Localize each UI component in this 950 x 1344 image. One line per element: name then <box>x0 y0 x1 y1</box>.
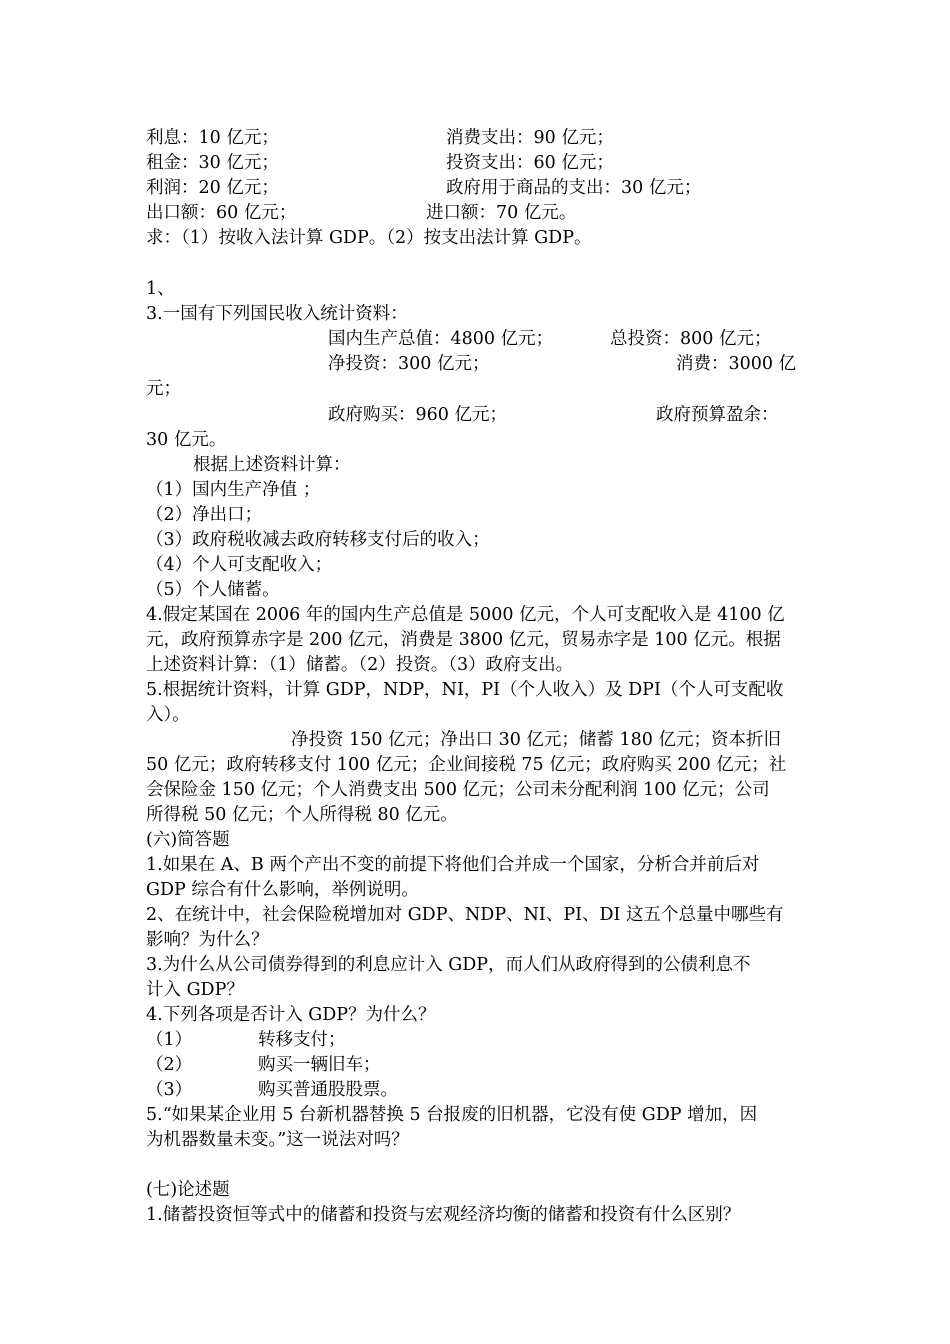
short-q3-line-2: 计入 GDP？ <box>146 980 244 1000</box>
sub-question-3: （3）政府税收减去政府转移支付后的收入； <box>146 530 490 550</box>
short-q3-line-1: 3.为什么从公司债券得到的利息应计入 GDP，而人们从政府得到的公债利息不 <box>146 955 751 975</box>
question-5-data-4: 所得税 50 亿元；个人所得税 80 亿元。 <box>146 805 458 825</box>
short-q4-item-3-num: （3） <box>146 1080 193 1100</box>
stat-budget-surplus-cont: 30 亿元。 <box>146 430 227 450</box>
short-q2-line-1: 2、在统计中，社会保险税增加对 GDP、NDP、NI、PI、DI 这五个总量中哪些有 <box>146 905 784 925</box>
imports: 进口额：70 亿元。 <box>426 203 577 223</box>
question-5-line-1: 5.根据统计资料，计算 GDP，NDP，NI，PI（个人收入）及 DPI（个人可支配收 <box>146 680 784 700</box>
calc-instruction: 根据上述资料计算： <box>193 455 351 475</box>
short-q4-item-2-text: 购买一辆旧车； <box>258 1055 381 1075</box>
section-essay: (七)论述题 <box>146 1180 230 1200</box>
short-q5-line-1: 5.“如果某企业用 5 台新机器替换 5 台报废的旧机器，它没有使 GDP 增加，因 <box>146 1105 758 1125</box>
question-4-line-2: 元，政府预算赤字是 200 亿元，消费是 3800 亿元，贸易赤字是 100 亿元。根据 <box>146 630 781 650</box>
short-q5-line-2: 为机器数量未变。”这一说法对吗？ <box>146 1130 409 1150</box>
question-5-data-1: 净投资 150 亿元；净出口 30 亿元；储蓄 180 亿元；资本折旧 <box>291 730 781 750</box>
exports: 出口额：60 亿元； <box>146 203 297 223</box>
short-q1-line-2: GDP 综合有什么影响，举例说明。 <box>146 880 419 900</box>
question-4-line-3: 上述资料计算：（1）储蓄。（2）投资。（3）政府支出。 <box>146 655 574 675</box>
question-5-line-2: 入）。 <box>146 705 190 725</box>
stat-government-purchases: 政府购买：960 亿元； <box>328 405 507 425</box>
short-q4-item-1-num: （1） <box>146 1030 193 1050</box>
expenditure-government: 政府用于商品的支出：30 亿元； <box>446 178 702 198</box>
stat-consumption-cont: 元； <box>146 379 181 399</box>
short-q2-line-2: 影响？为什么？ <box>146 930 269 950</box>
question-5-data-2: 50 亿元；政府转移支付 100 亿元；企业间接税 75 亿元；政府购买 200 亿元；社 <box>146 755 787 775</box>
short-q4-item-1-text: 转移支付； <box>258 1030 346 1050</box>
short-q4-title: 4.下列各项是否计入 GDP？为什么？ <box>146 1005 436 1025</box>
stat-consumption: 消费：3000 亿 <box>676 354 797 374</box>
income-rent: 租金：30 亿元； <box>146 153 279 173</box>
stat-budget-surplus: 政府预算盈余： <box>656 405 779 425</box>
sub-question-2: （2）净出口； <box>146 505 263 525</box>
income-profit: 利润：20 亿元； <box>146 178 279 198</box>
short-q1-line-1: 1.如果在 A、B 两个产出不变的前提下将他们合并成一个国家，分析合并前后对 <box>146 855 760 875</box>
short-q4-item-3-text: 购买普通股股票。 <box>258 1080 398 1100</box>
expenditure-investment: 投资支出：60 亿元； <box>446 153 614 173</box>
sub-question-1: （1）国内生产净值 ； <box>146 480 321 500</box>
question-3-title: 3.一国有下列国民收入统计资料： <box>146 304 408 324</box>
short-q4-item-2-num: （2） <box>146 1055 193 1075</box>
expenditure-consumption: 消费支出：90 亿元； <box>446 128 614 148</box>
stat-gdp: 国内生产总值：4800 亿元； <box>328 329 554 349</box>
question-4-line-1: 4.假定某国在 2006 年的国内生产总值是 5000 亿元，个人可支配收入是 4100 亿 <box>146 605 785 625</box>
section-short-answer: (六)简答题 <box>146 830 230 850</box>
essay-q1: 1.储蓄投资恒等式中的储蓄和投资与宏观经济均衡的储蓄和投资有什么区别？ <box>146 1205 741 1225</box>
item-marker: 1、 <box>146 279 175 299</box>
sub-question-5: （5）个人储蓄。 <box>146 580 280 600</box>
stat-gross-investment: 总投资：800 亿元； <box>610 329 772 349</box>
question-5-data-3: 会保险金 150 亿元；个人消费支出 500 亿元；公司未分配利润 100 亿元；公司 <box>146 780 770 800</box>
sub-question-4: （4）个人可支配收入； <box>146 555 333 575</box>
question-calc-gdp: 求：（1）按收入法计算 GDP。（2）按支出法计算 GDP。 <box>146 228 592 248</box>
stat-net-investment: 净投资：300 亿元； <box>328 354 490 374</box>
income-interest: 利息：10 亿元； <box>146 128 279 148</box>
